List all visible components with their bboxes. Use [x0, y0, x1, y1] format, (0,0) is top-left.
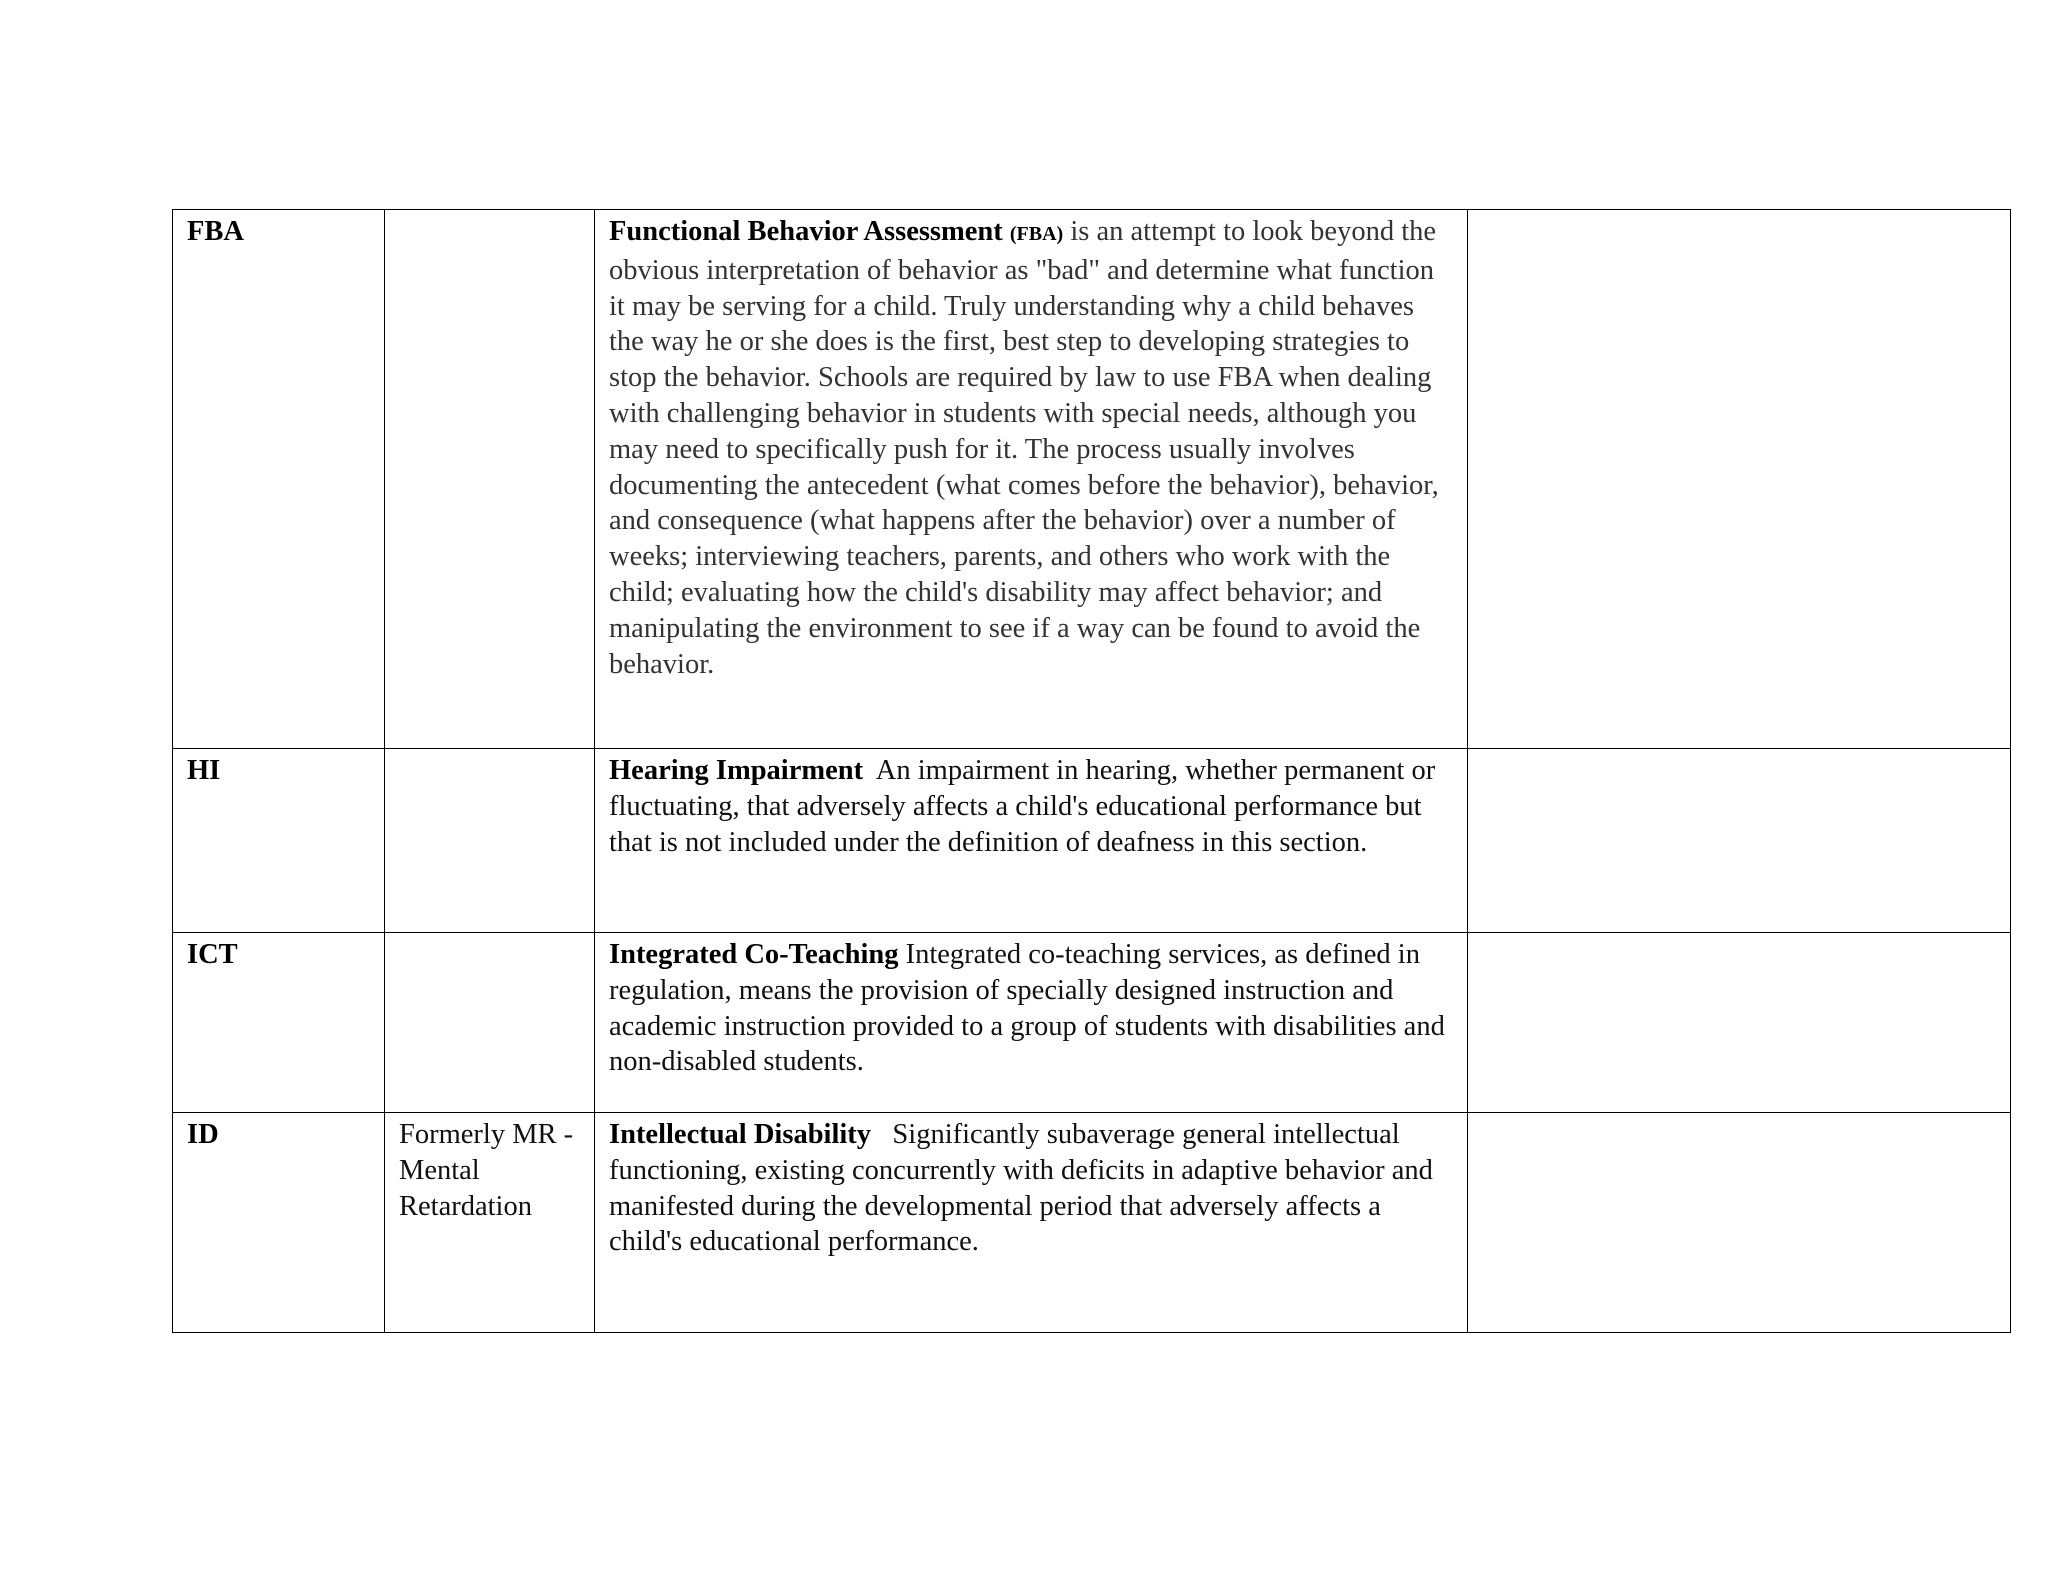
definition-cell: [595, 210, 1468, 749]
definition-text: is an attempt to look beyond the obvious interpretation of behavior as "bad" and determine what function it may be serving for a child. Truly understanding why a child behaves the way he or she does is the first, best step to developing strategies to stop the behavior. Schools are required by law to use FBA when dealing with challenging behavior in students with special needs, although you may need to specifically push for it. The process usually involves documenting the antecedent (what comes before the behavior), behavior, and consequence (what happens after the behavior) over a number of weeks; interviewing teachers, parents, and others who work with the child; evaluating how the child's disability may affect behavior; and manipulating the environment to see if a way can be found to avoid the behavior.: [609, 216, 1439, 680]
note-cell: [385, 749, 595, 933]
empty-cell: [1468, 933, 2011, 1113]
table-row: [173, 210, 2011, 749]
note-cell: [385, 1113, 595, 1333]
abbreviation: ID: [187, 1119, 219, 1150]
abbreviation-cell: [173, 933, 385, 1113]
term-name: Intellectual Disability: [609, 1119, 872, 1150]
term-name: Integrated Co-Teaching: [609, 939, 899, 970]
abbreviation-cell: [173, 749, 385, 933]
empty-cell: [1468, 749, 2011, 933]
term-name: Hearing Impairment: [609, 755, 864, 786]
abbreviation: ICT: [187, 939, 238, 970]
table-row: [173, 1113, 2011, 1333]
table-row: [173, 749, 2011, 933]
note-cell: [385, 210, 595, 749]
abbreviation: FBA: [187, 216, 244, 247]
note-text: Formerly MR -Mental Retardation: [399, 1119, 574, 1222]
term-abbreviation: (FBA): [1009, 223, 1064, 245]
abbreviation-cell: [173, 1113, 385, 1333]
abbreviation: HI: [187, 755, 221, 786]
definition-cell: [595, 933, 1468, 1113]
table-row: [173, 933, 2011, 1113]
definition-text: Integrated co-teaching services, as defined in regulation, means the provision of specially designed instruction and academic instruction provided to a group of students with disabilities and non-disabled students.: [609, 939, 1445, 1078]
empty-cell: [1468, 1113, 2011, 1333]
empty-cell: [1468, 210, 2011, 749]
definition-text: An impairment in hearing, whether permanent or fluctuating, that adversely affects a child's educational performance but that is not included under the definition of deafness in this section.: [609, 755, 1443, 858]
term-name: Functional Behavior Assessment: [609, 216, 1003, 247]
note-cell: [385, 933, 595, 1113]
abbreviation-cell: [173, 210, 385, 749]
definition-text: Significantly subaverage general intellectual functioning, existing concurrently with deficits in adaptive behavior and manifested during the developmental period that adversely affects a child's educational performance.: [609, 1119, 1441, 1258]
definition-cell: [595, 1113, 1468, 1333]
glossary-table: [172, 209, 2011, 1333]
definition-cell: [595, 749, 1468, 933]
